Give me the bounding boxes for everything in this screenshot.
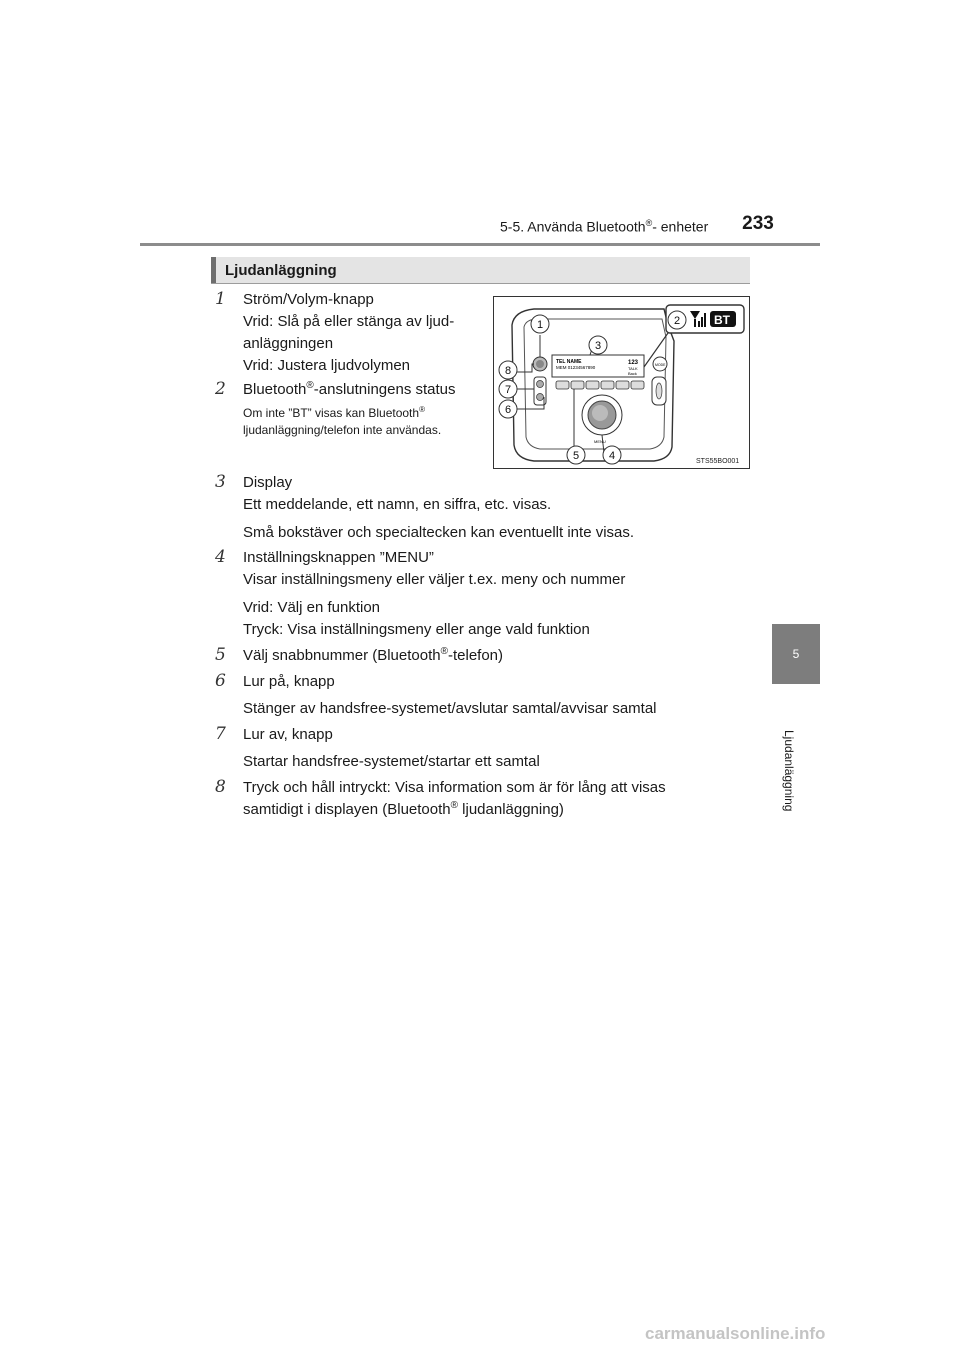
callout-1: 1	[536, 319, 544, 331]
item-5	[243, 645, 503, 667]
item-1-line: Vrid: Slå på eller stänga av ljud-	[243, 313, 455, 330]
item-8-line2-suffix: ljudanläggning)	[458, 801, 564, 818]
callout-6: 6	[504, 404, 512, 416]
item-number-1: 1	[215, 289, 226, 309]
item-6-extra: Stänger av handsfree-systemet/avslutar samtal/avvisar samtal	[243, 700, 657, 717]
knob-label: MENU	[594, 439, 606, 444]
display-right3: Back	[628, 371, 637, 376]
item-2-title-prefix: Bluetooth	[243, 381, 307, 398]
item-1-line: anläggningen	[243, 335, 334, 352]
header-divider	[140, 243, 820, 246]
item-number-6: 6	[215, 671, 226, 691]
item-8-line2	[243, 799, 745, 821]
callout-3: 3	[594, 340, 602, 352]
callout-4: 4	[608, 450, 616, 462]
item-2	[243, 379, 456, 439]
running-header	[500, 218, 709, 235]
item-number-7: 7	[215, 724, 226, 744]
callout-2: 2	[673, 315, 681, 327]
item-8	[243, 777, 745, 821]
item-1	[243, 289, 454, 377]
mode-label: MODE	[655, 363, 666, 367]
item-3-extra: Små bokstäver och specialtecken kan eventuellt inte visas.	[243, 524, 635, 541]
item-3	[243, 472, 634, 544]
item-5-line	[243, 645, 503, 667]
item-4-line: Visar inställningsmeny eller väljer t.ex. meny och nummer	[243, 571, 626, 588]
item-7	[243, 724, 540, 773]
registered-mark: ®	[440, 646, 448, 657]
item-4	[243, 547, 625, 641]
bt-badge: BT	[714, 313, 730, 327]
item-3-line: Display	[243, 474, 293, 491]
item-7-extra: Startar handsfree-systemet/startar ett samtal	[243, 753, 540, 770]
item-8-line2-prefix: samtidigt i displayen (Bluetooth	[243, 801, 451, 818]
section-heading	[211, 257, 750, 284]
item-6	[243, 671, 657, 720]
item-1-line: Ström/Volym-knapp	[243, 291, 374, 308]
item-2-title	[243, 379, 456, 401]
chapter-tab: 5	[772, 624, 820, 684]
item-2-note-line1: Om inte ”BT” visas kan Bluetooth	[243, 406, 420, 420]
audio-unit-illustration	[493, 296, 750, 469]
item-3-line: Ett meddelande, ett namn, en siffra, etc. visas.	[243, 496, 552, 513]
item-number-2: 2	[215, 379, 226, 399]
item-6-line: Lur på, knapp	[243, 673, 335, 690]
registered-mark: ®	[419, 405, 425, 414]
item-8-line1: Tryck och håll intryckt: Visa information som är för lång att visas	[243, 779, 666, 796]
item-number-8: 8	[215, 777, 226, 797]
display-right1: 123	[628, 360, 639, 366]
chapter-label: Ljudanläggning	[782, 730, 796, 812]
section-accent	[211, 257, 216, 283]
item-7-line: Lur av, knapp	[243, 726, 333, 743]
section-title: Ljudanläggning	[225, 262, 337, 279]
header-section-prefix: 5-5. Använda Bluetooth	[500, 218, 646, 235]
display-right2: TALK	[628, 366, 638, 371]
item-1-line: Vrid: Justera ljudvolymen	[243, 357, 411, 374]
item-number-3: 3	[215, 472, 226, 492]
callout-5: 5	[572, 450, 580, 462]
item-5-suffix: -telefon)	[447, 647, 504, 664]
item-5-prefix: Välj snabbnummer (Bluetooth	[243, 647, 441, 664]
item-2-note-line2: ljudanläggning/telefon inte användas.	[243, 423, 442, 437]
figure-code: STS55BO001	[696, 458, 740, 465]
header-section-suffix: - enheter	[652, 218, 709, 235]
audio-unit-drawing	[494, 297, 749, 468]
registered-mark: ®	[450, 800, 458, 811]
item-4-extra: Vrid: Välj en funktion	[243, 599, 381, 616]
header-registered-mark: ®	[645, 218, 653, 228]
callout-7: 7	[504, 384, 512, 396]
site-watermark: carmanualsonline.info	[645, 1324, 826, 1343]
registered-mark: ®	[306, 380, 314, 391]
item-number-4: 4	[215, 547, 226, 567]
display-line1: TEL NAME	[556, 359, 582, 365]
item-2-note	[243, 405, 456, 439]
item-4-extra: Tryck: Visa inställningsmeny eller ange vald funktion	[243, 621, 590, 638]
item-2-title-suffix: -anslutningens status	[313, 381, 456, 398]
display-line2: MEM 01234567890	[556, 365, 596, 370]
page-number: 233	[742, 213, 774, 234]
callout-8: 8	[504, 365, 512, 377]
item-4-line: Inställningsknappen ”MENU”	[243, 549, 434, 566]
item-number-5: 5	[215, 645, 226, 665]
